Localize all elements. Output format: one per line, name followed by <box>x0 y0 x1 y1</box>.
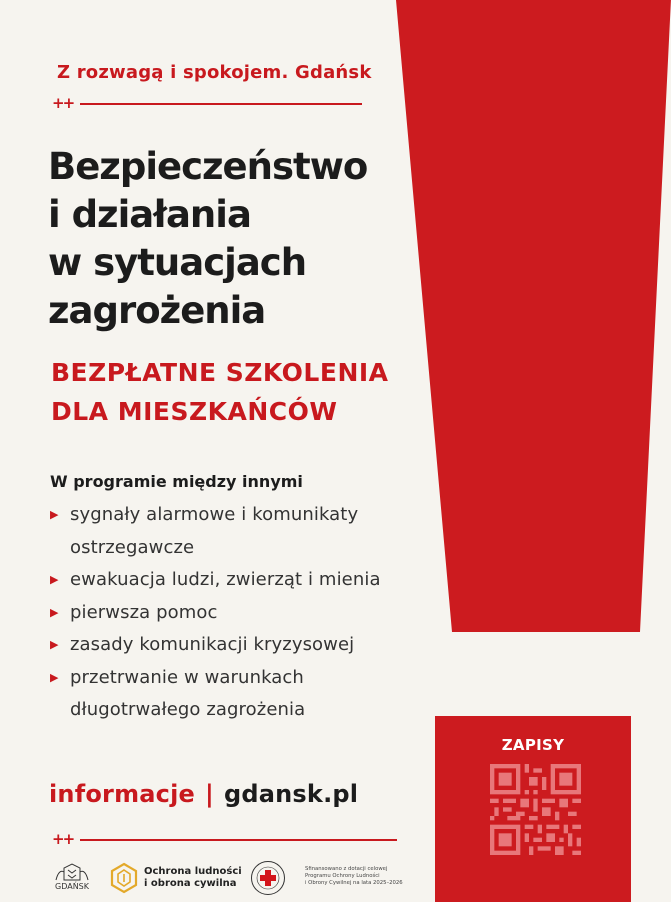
funding-note <box>305 866 425 887</box>
funding-line-3: i Obrony Cywilnej na lata 2025–2026 <box>305 880 403 886</box>
list-item <box>50 597 410 630</box>
divider-top <box>52 94 362 112</box>
list-item-text: ewakuacja ludzi, zwierząt i mienia <box>70 569 381 590</box>
bullet-triangle-icon: ▶ <box>50 508 59 521</box>
civil-protection-line-2: i obrona cywilna <box>144 878 237 889</box>
program-list <box>50 499 410 727</box>
bullet-triangle-icon: ▶ <box>50 605 59 619</box>
civil-protection-logo <box>110 862 242 896</box>
list-item-text: pierwsza pomoc <box>70 601 218 623</box>
red-cross-icon <box>250 860 286 896</box>
list-item <box>50 499 410 564</box>
red-cross-logo <box>250 860 286 896</box>
list-item <box>50 662 410 727</box>
funding-line-1: Sfinansowano z dotacji celowej <box>305 866 388 872</box>
info-line <box>49 780 358 808</box>
gdansk-logo <box>52 862 92 894</box>
list-item-text: sygnały alarmowe i komunikaty <box>70 504 359 525</box>
program-title: W programie między innymi <box>50 472 303 491</box>
headline-line-1: Bezpieczeństwo <box>48 145 368 188</box>
divider-bottom <box>52 830 397 848</box>
info-separator: | <box>205 780 214 808</box>
info-link[interactable]: gdansk.pl <box>223 780 359 808</box>
divider-line <box>80 103 362 105</box>
divider-line <box>80 839 397 841</box>
headline-line-3: w sytuacjach <box>48 241 307 284</box>
plus-marks: ++ <box>52 94 74 112</box>
civil-protection-line-1: Ochrona ludności <box>144 866 242 877</box>
gdansk-crest-icon <box>52 862 92 882</box>
signup-label: ZAPISY <box>501 736 565 754</box>
subheadline-line-2: DLA MIESZKAŃCÓW <box>51 397 338 426</box>
plus-marks: ++ <box>52 830 74 848</box>
list-item-text: długotrwałego zagrożenia <box>70 699 306 720</box>
headline-line-4: zagrożenia <box>48 289 266 332</box>
list-item-text: zasady komunikacji kryzysowej <box>70 634 355 655</box>
headline-line-2: i działania <box>48 193 251 236</box>
qr-code-icon[interactable] <box>490 764 581 855</box>
civil-protection-icon <box>110 862 138 894</box>
info-label: informacje <box>49 780 196 808</box>
list-item <box>50 629 410 662</box>
signup-box[interactable] <box>435 716 631 902</box>
tagline: Z rozwagą i spokojem. Gdańsk <box>57 62 372 83</box>
list-item-text: ostrzegawcze <box>70 536 195 558</box>
bullet-triangle-icon: ▶ <box>50 670 59 684</box>
headline <box>48 143 408 335</box>
list-item <box>50 564 410 597</box>
list-item-text: przetrwanie w warunkach <box>70 666 304 688</box>
civil-protection-text <box>144 866 242 890</box>
funding-line-2: Programu Ochrony Ludności <box>305 873 380 879</box>
bullet-triangle-icon: ▶ <box>50 638 59 651</box>
subheadline-line-1: BEZPŁATNE SZKOLENIA <box>51 358 389 387</box>
bullet-triangle-icon: ▶ <box>50 573 59 586</box>
gdansk-logo-text: GDAŃSK <box>55 882 89 891</box>
subheadline <box>51 353 389 431</box>
